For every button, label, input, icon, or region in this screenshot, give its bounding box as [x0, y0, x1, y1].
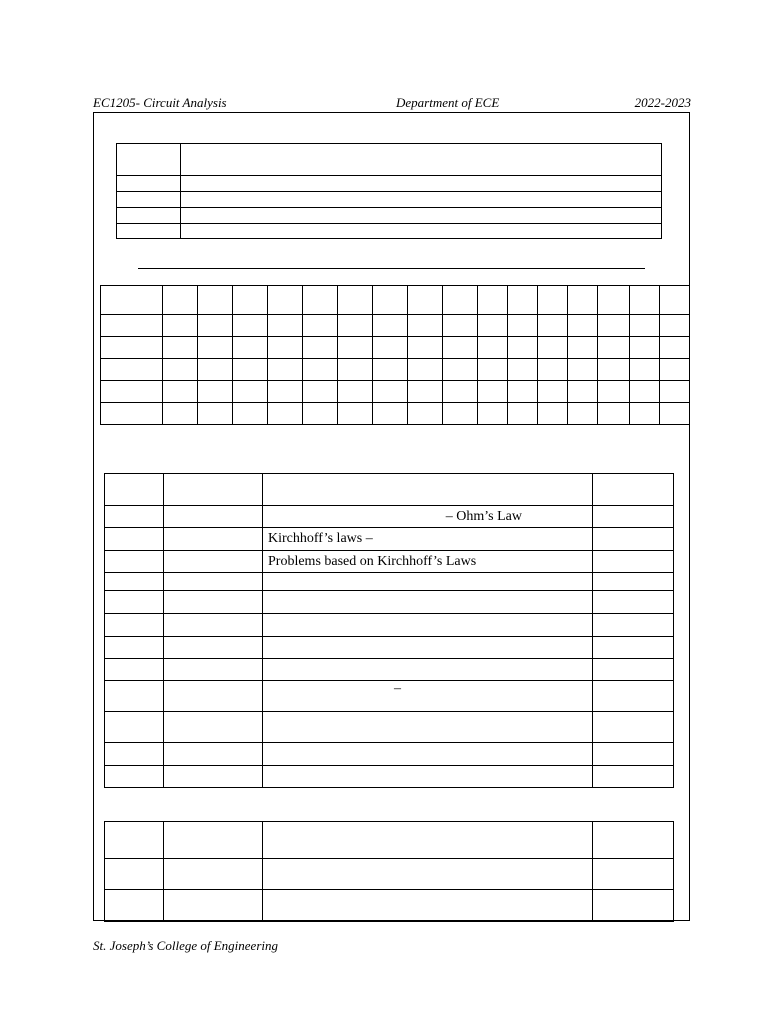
grid-cell [268, 403, 303, 425]
grid-cell [443, 381, 478, 403]
course-info-cell [117, 176, 181, 192]
lesson-cell [263, 614, 593, 637]
lesson-row [105, 637, 674, 659]
lesson-cell [164, 859, 263, 890]
grid-cell [598, 315, 630, 337]
grid-cell [630, 337, 660, 359]
grid-cell [443, 403, 478, 425]
grid-cell [303, 315, 338, 337]
grid-cell [163, 315, 198, 337]
lesson-cell [593, 591, 674, 614]
grid-cell [478, 286, 508, 315]
grid-cell [373, 381, 408, 403]
lesson-row [105, 474, 674, 506]
lesson-cell [263, 766, 593, 788]
lesson-cell [105, 712, 164, 743]
lesson-row [105, 743, 674, 766]
lesson-cell [593, 743, 674, 766]
grid-row [101, 403, 690, 425]
grid-cell [630, 359, 660, 381]
course-info-cell [117, 192, 181, 208]
lesson-cell [593, 637, 674, 659]
grid-cell [163, 337, 198, 359]
grid-row [101, 359, 690, 381]
grid-cell [568, 359, 598, 381]
grid-cell [568, 315, 598, 337]
grid-cell [101, 286, 163, 315]
grid-cell [443, 337, 478, 359]
lesson-cell [164, 822, 263, 859]
lesson-cell [263, 573, 593, 591]
grid-cell [233, 359, 268, 381]
grid-cell [408, 359, 443, 381]
lesson-topic: Problems based on Kirchhoff’s Laws [268, 553, 477, 569]
lesson-cell [593, 659, 674, 681]
lesson-cell [593, 474, 674, 506]
grid-cell [508, 337, 538, 359]
grid-cell [303, 381, 338, 403]
course-info-table [116, 143, 662, 239]
grid-cell [373, 286, 408, 315]
lesson-cell [164, 743, 263, 766]
grid-cell [303, 359, 338, 381]
grid-cell [268, 286, 303, 315]
header-course: EC1205- Circuit Analysis [93, 95, 227, 110]
grid-cell [408, 337, 443, 359]
grid-row [101, 337, 690, 359]
lesson-cell [105, 637, 164, 659]
grid-cell [630, 286, 660, 315]
lesson-cell [164, 474, 263, 506]
grid-cell [538, 315, 568, 337]
lesson-cell [263, 822, 593, 859]
grid-cell [233, 286, 268, 315]
lesson-row [105, 591, 674, 614]
lesson-row [105, 528, 674, 551]
grid-cell [508, 359, 538, 381]
grid-cell [598, 337, 630, 359]
lesson-cell [105, 506, 164, 528]
lesson-cell [593, 681, 674, 712]
course-info-cell [181, 176, 662, 192]
grid-cell [163, 359, 198, 381]
course-info-cell [181, 192, 662, 208]
lesson-cell [263, 890, 593, 922]
grid-cell [408, 286, 443, 315]
grid-cell [268, 315, 303, 337]
lesson-cell [164, 573, 263, 591]
grid-cell [478, 337, 508, 359]
grid-cell [303, 403, 338, 425]
footer-college: St. Joseph’s College of Engineering [93, 938, 278, 953]
grid-cell [508, 381, 538, 403]
lesson-plan-table [104, 473, 674, 788]
grid-cell [538, 359, 568, 381]
grid-cell [163, 403, 198, 425]
lesson-cell [105, 681, 164, 712]
grid-cell [538, 337, 568, 359]
lesson-row [105, 712, 674, 743]
section-divider [138, 268, 645, 269]
grid-cell [443, 286, 478, 315]
grid-cell [408, 315, 443, 337]
grid-cell [443, 315, 478, 337]
grid-cell [630, 403, 660, 425]
lesson-row [105, 573, 674, 591]
grid-cell [338, 381, 373, 403]
grid-cell [198, 403, 233, 425]
lesson-cell [164, 637, 263, 659]
lesson-cell [164, 551, 263, 573]
grid-cell [508, 315, 538, 337]
lesson-cell [164, 614, 263, 637]
header-department: Department of ECE [396, 95, 500, 110]
grid-cell [338, 359, 373, 381]
course-info-cell [181, 224, 662, 239]
lesson-cell [164, 766, 263, 788]
lesson-cell [105, 528, 164, 551]
lesson-cell [593, 712, 674, 743]
grid-cell [198, 359, 233, 381]
course-info-cell [117, 224, 181, 239]
lesson-row [105, 659, 674, 681]
grid-cell [373, 315, 408, 337]
lesson-cell [263, 859, 593, 890]
grid-cell [630, 381, 660, 403]
grid-cell [198, 315, 233, 337]
grid-cell [598, 381, 630, 403]
grid-cell [268, 337, 303, 359]
lesson-row [105, 766, 674, 788]
grid-cell [233, 403, 268, 425]
lesson-cell [105, 890, 164, 922]
lesson-cell [164, 890, 263, 922]
lesson-cell [105, 573, 164, 591]
lesson-cell [263, 474, 593, 506]
grid-cell [101, 403, 163, 425]
lesson-cell [593, 890, 674, 922]
lesson-cell [263, 681, 593, 712]
lesson-cell [105, 859, 164, 890]
grid-cell [101, 381, 163, 403]
lesson-cell [164, 506, 263, 528]
grid-row [101, 286, 690, 315]
grid-cell [660, 381, 690, 403]
lesson-cell [164, 681, 263, 712]
lesson-row [105, 551, 674, 573]
grid-cell [538, 381, 568, 403]
lesson-row [105, 506, 674, 528]
lesson-cell [263, 506, 593, 528]
grid-cell [478, 381, 508, 403]
lesson-cell [263, 637, 593, 659]
lesson-cell [593, 859, 674, 890]
grid-cell [508, 286, 538, 315]
lesson-cell [164, 659, 263, 681]
lesson-row [105, 614, 674, 637]
grid-cell [660, 315, 690, 337]
grid-cell [568, 337, 598, 359]
grid-cell [338, 315, 373, 337]
grid-cell [660, 359, 690, 381]
grid-cell [101, 315, 163, 337]
grid-cell [598, 403, 630, 425]
lesson-cell [593, 614, 674, 637]
grid-cell [598, 286, 630, 315]
lesson-plan-table-2 [104, 821, 674, 922]
grid-cell [660, 337, 690, 359]
grid-cell [660, 403, 690, 425]
lesson-cell [105, 766, 164, 788]
grid-cell [568, 286, 598, 315]
lesson-cell [263, 743, 593, 766]
course-info-cell [117, 208, 181, 224]
lesson-cell [105, 591, 164, 614]
grid-cell [478, 315, 508, 337]
grid-cell [338, 286, 373, 315]
course-info-cell [117, 144, 181, 176]
grid-cell [373, 337, 408, 359]
grid-cell [478, 403, 508, 425]
grid-cell [303, 286, 338, 315]
grid-cell [233, 315, 268, 337]
grid-cell [568, 381, 598, 403]
co-po-mapping-table [100, 285, 690, 425]
grid-cell [233, 381, 268, 403]
grid-cell [408, 403, 443, 425]
grid-cell [373, 403, 408, 425]
grid-cell [568, 403, 598, 425]
course-info-cell [181, 144, 662, 176]
grid-cell [373, 359, 408, 381]
grid-cell [443, 359, 478, 381]
lesson-cell [593, 822, 674, 859]
grid-row [101, 315, 690, 337]
grid-cell [198, 286, 233, 315]
grid-cell [268, 359, 303, 381]
grid-cell [538, 286, 568, 315]
lesson-cell [164, 591, 263, 614]
lesson-cell [105, 659, 164, 681]
lesson-cell [105, 614, 164, 637]
grid-cell [338, 403, 373, 425]
lesson-topic: – [394, 681, 401, 696]
grid-cell [101, 337, 163, 359]
lesson-topic: Kirchhoff’s laws – [268, 531, 373, 546]
grid-cell [478, 359, 508, 381]
lesson-cell [105, 551, 164, 573]
lesson-cell [164, 528, 263, 551]
grid-cell [163, 381, 198, 403]
lesson-cell [593, 573, 674, 591]
grid-cell [598, 359, 630, 381]
lesson-cell [105, 822, 164, 859]
grid-cell [101, 359, 163, 381]
lesson-cell [105, 743, 164, 766]
lesson-cell [593, 551, 674, 573]
lesson-cell [263, 551, 593, 573]
lesson-cell [263, 591, 593, 614]
lesson-cell [263, 528, 593, 551]
grid-cell [303, 337, 338, 359]
grid-cell [233, 337, 268, 359]
course-info-cell [181, 208, 662, 224]
grid-cell [163, 286, 198, 315]
lesson-topic: – Ohm’s Law [445, 508, 522, 524]
grid-row [101, 381, 690, 403]
grid-cell [268, 381, 303, 403]
grid-cell [538, 403, 568, 425]
grid-cell [508, 403, 538, 425]
grid-cell [338, 337, 373, 359]
lesson-cell [593, 528, 674, 551]
lesson-row [105, 681, 674, 712]
grid-cell [660, 286, 690, 315]
header-year: 2022-2023 [634, 95, 691, 110]
lesson-cell [263, 712, 593, 743]
lesson-cell [105, 474, 164, 506]
grid-cell [198, 337, 233, 359]
grid-cell [408, 381, 443, 403]
lesson-cell [263, 659, 593, 681]
lesson-cell [164, 712, 263, 743]
grid-cell [630, 315, 660, 337]
lesson-cell [593, 766, 674, 788]
lesson-cell [593, 506, 674, 528]
grid-cell [198, 381, 233, 403]
